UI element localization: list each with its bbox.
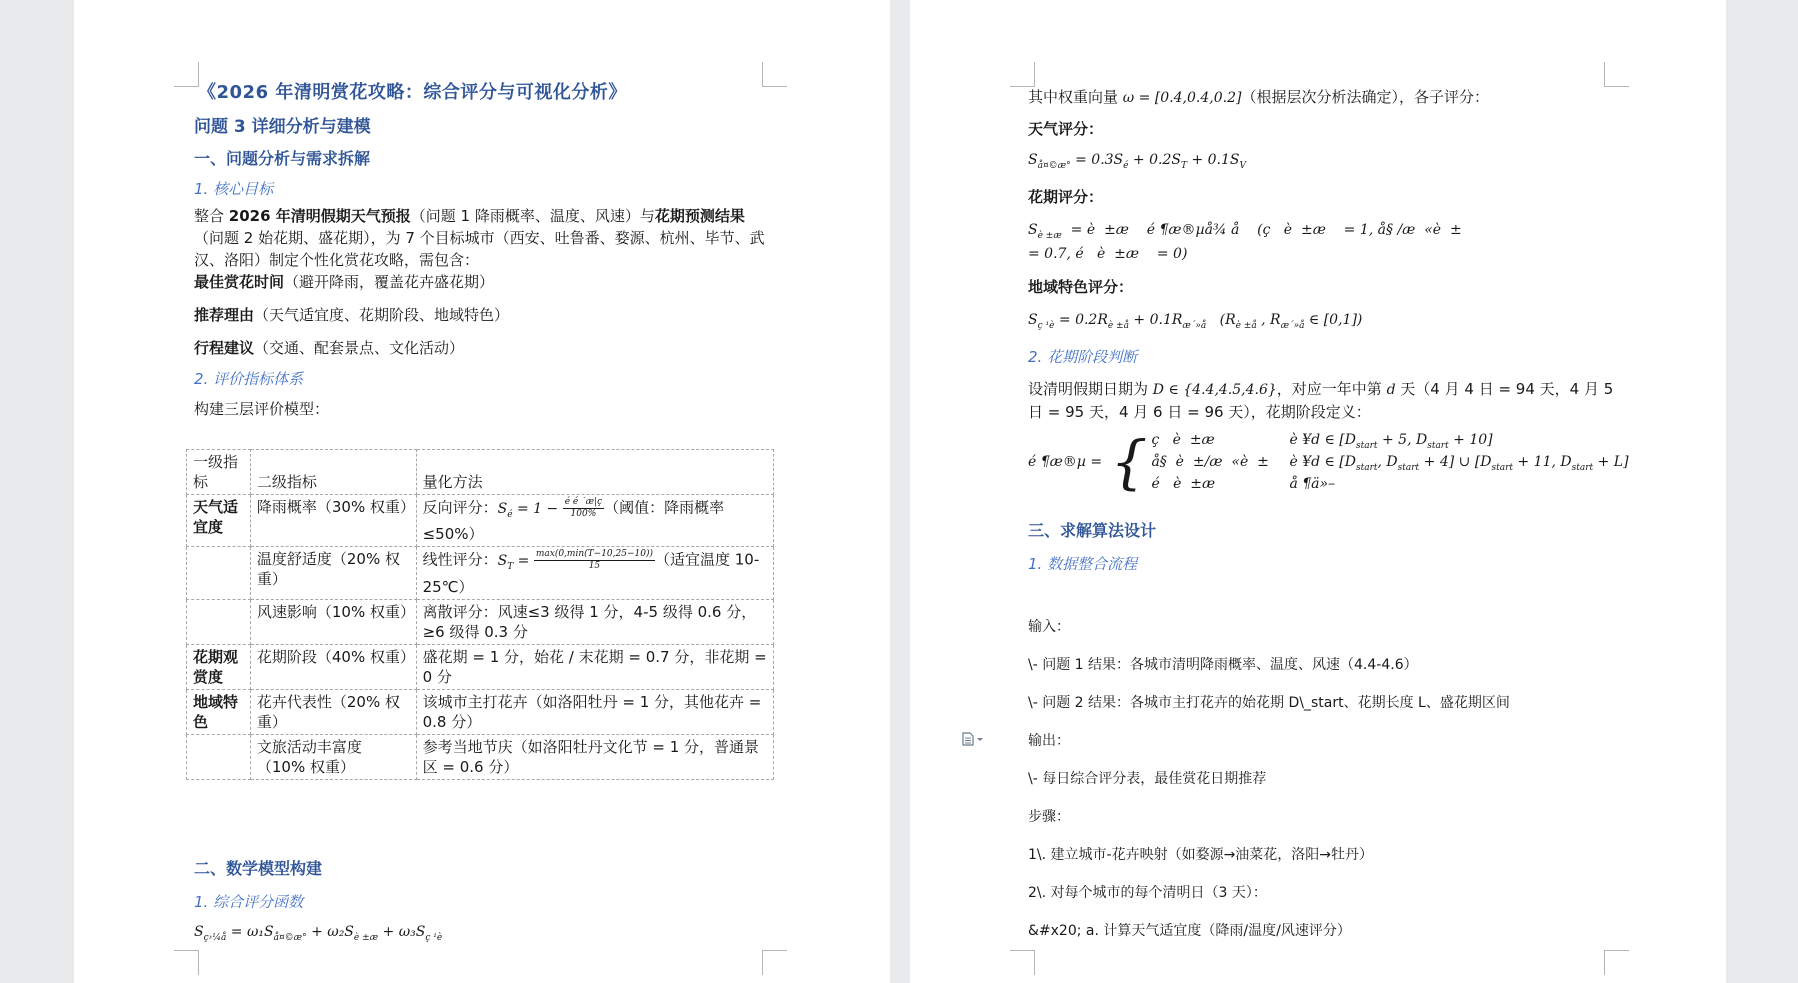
- table-cell: 温度舒适度（20% 权重）: [250, 547, 416, 599]
- left-brace: {: [1110, 427, 1148, 496]
- region-score-label: 地域特色评分：: [1028, 278, 1134, 296]
- document-title: 《2026 年清明赏花攻略：综合评分与可视化分析》: [198, 82, 627, 103]
- subheading-flower-stage: 2. 花期阶段判断: [1028, 348, 1138, 366]
- table-cell: 离散评分：风速≤3 级得 1 分，4-5 级得 0.6 分，≥6 级得 0.3 分: [416, 599, 773, 644]
- code-line: \- 问题 2 结果：各城市主打花卉的始花期 D\_start、花期长度 L、盛花期区间: [1028, 695, 1510, 711]
- margin-corner-mark: [1010, 950, 1035, 975]
- stage-definition-paragraph: 设清明假期日期为 D ∈ {4.4,4.5,4.6}，对应一年中第 d 天（4 月 4 日 = 94 天，4 月 5 日 = 95 天，4 月 6 日 = 96 天），花期阶段定义：: [1028, 380, 1614, 421]
- subheading-data-flow: 1. 数据整合流程: [1028, 555, 1138, 573]
- code-line: 1\. 建立城市-花卉映射（如婺源→油菜花，洛阳→牡丹）: [1028, 847, 1374, 863]
- goal-bullet-time: 最佳赏花时间（避开降雨，覆盖花卉盛花期）: [194, 273, 495, 291]
- table-cell: [187, 547, 251, 599]
- goal-paragraph: 整合 2026 年清明假期天气预报（问题 1 降雨概率、温度、风速）与花期预测结果（问题 2 始花期、盛花期），为 7 个目标城市（西安、吐鲁番、婺源、杭州、毕节、武汉、洛阳）制定个性化赏花攻略，需包含：: [194, 207, 765, 269]
- formula-stage-cases: é ¶æ®µ = { ç è ±æ è ¥d ∈ [$D_{start} + 5$, $D_{start} + 10$] å§ è ±/æ «è ± è ¥d ∈ [$D_{start}$, $D_{start} + 4$] ∪ [$D_{start} + 11$, $D_{start} + L$] é è ±æ å ¶ä»–: [1028, 427, 1629, 496]
- table-row: [187, 599, 774, 644]
- table-cell: [187, 734, 251, 779]
- table-header-row: [187, 450, 774, 495]
- table-cell: 参考当地节庆（如洛阳牡丹文化节 = 1 分，普通景区 = 0.6 分）: [416, 734, 773, 779]
- table-row: [187, 734, 774, 779]
- table-header-cell: 量化方法: [416, 450, 773, 495]
- goal-bullet-itinerary: 行程建议（交通、配套景点、文化活动）: [194, 339, 465, 357]
- margin-corner-mark: [174, 62, 199, 87]
- table-cell: 该城市主打花卉（如洛阳牡丹 = 1 分，其他花卉 = 0.8 分）: [416, 689, 773, 734]
- table-cell: 盛花期 = 1 分，始花 / 末花期 = 0.7 分，非花期 = 0 分: [416, 644, 773, 689]
- formula-flower-score-line2: = 0.7, é è ±æ = 0): [1028, 246, 1188, 262]
- section-heading-2: 二、数学模型构建: [194, 859, 323, 878]
- margin-corner-mark: [762, 62, 787, 87]
- paragraph-options-icon[interactable]: [962, 732, 984, 750]
- case-row: é è ±æ å ¶ä»–: [1151, 475, 1336, 492]
- problem-heading: 问题 3 详细分析与建模: [194, 117, 371, 137]
- weather-score-label: 天气评分：: [1028, 120, 1104, 138]
- code-line: 输入：: [1028, 619, 1070, 635]
- table-cell: 降雨概率（30% 权重）: [250, 495, 416, 547]
- margin-corner-mark: [762, 950, 787, 975]
- case-row: å§ è ±/æ «è ± è ¥d ∈ [$D_{start}$, $D_{start} + 4$] ∪ [$D_{start} + 11$, $D_{start} + L$]: [1151, 453, 1629, 473]
- table-cell: 反向评分：$S_é = 1$ − $\frac{\text{é é ˙æ|ç}}{100\%}$ （阈值：降雨概率≤50%）: [416, 495, 773, 547]
- case-row: ç è ±æ è ¥d ∈ [$D_{start} + 5$, $D_{start} + 10$]: [1151, 432, 1493, 451]
- code-line: &#x20; a. 计算天气适宜度（降雨/温度/风速评分）: [1028, 923, 1351, 939]
- code-line: 输出：: [1028, 733, 1070, 749]
- section-heading-1: 一、问题分析与需求拆解: [194, 149, 371, 168]
- code-line: 步骤：: [1028, 809, 1070, 825]
- document-page-left: [74, 0, 890, 983]
- code-line: \- 问题 1 结果：各城市清明降雨概率、温度、风速（4.4-4.6）: [1028, 657, 1418, 673]
- flower-score-label: 花期评分：: [1028, 188, 1104, 206]
- table-cell: 花卉代表性（20% 权重）: [250, 689, 416, 734]
- table-row: [187, 495, 774, 547]
- weights-line: 其中权重向量 ω = [0.4,0.4,0.2]（根据层次分析法确定），各子评分：: [1028, 88, 1489, 106]
- formula-region-score: $S_{ç ^1è} = 0.2R_{è \pm å} + 0.1R_{æ´»å}$ ($R_{è \pm å}$ , $R_{æ´»å}$ ∈ [0,1]): [1028, 312, 1363, 331]
- evaluation-table: [186, 449, 774, 780]
- table-row: [187, 547, 774, 599]
- table-cell: 风速影响（10% 权重）: [250, 599, 416, 644]
- subheading-score-function: 1. 综合评分函数: [194, 893, 304, 911]
- table-cell: 花期观赏度: [187, 644, 251, 689]
- formula-weather-score: $S_{å¤©æ^\circ} = 0.3S_é + 0.2S_T + 0.1S_V$: [1028, 152, 1246, 171]
- document-page-right: [910, 0, 1726, 983]
- table-cell: 线性评分：$S_T$ = max(0,min(T−10,25−10)) 15 （适宜温度 10-25℃）: [416, 547, 773, 599]
- table-cell: 文旅活动丰富度（10% 权重）: [250, 734, 416, 779]
- margin-corner-mark: [1604, 62, 1629, 87]
- table-row: [187, 689, 774, 734]
- table-cell: 花期阶段（40% 权重）: [250, 644, 416, 689]
- table-cell: [187, 599, 251, 644]
- formula-flower-score-line1: $S_{è \pm æ}$ = è ±æ é ¶æ®µå¾ å (ç è ±æ = 1, å§ /æ «è ±: [1028, 222, 1462, 241]
- margin-corner-mark: [174, 950, 199, 975]
- table-cell: 天气适宜度: [187, 495, 251, 547]
- model-intro: 构建三层评价模型：: [194, 400, 330, 418]
- table-header-cell: 一级指标: [187, 450, 251, 495]
- table-header-cell: 二级指标: [250, 450, 416, 495]
- margin-corner-mark: [1010, 62, 1035, 87]
- formula-total-score: $S_{ç›\frac{1}{4}å} = \omega_1S_{å¤©æ^\circ} + \omega_2S_{è \pm æ} + \omega_3S_{ç ^1è}$: [194, 924, 443, 943]
- code-line: \- 每日综合评分表，最佳赏花日期推荐: [1028, 771, 1267, 787]
- section-heading-3: 三、求解算法设计: [1028, 521, 1157, 540]
- code-line: 2\. 对每个城市的每个清明日（3 天）：: [1028, 885, 1267, 901]
- goal-bullet-reason: 推荐理由（天气适宜度、花期阶段、地域特色）: [194, 306, 510, 324]
- subheading-index-system: 2. 评价指标体系: [194, 370, 304, 388]
- margin-corner-mark: [1604, 950, 1629, 975]
- table-row: [187, 644, 774, 689]
- table-cell: 地域特色: [187, 689, 251, 734]
- subheading-core-goal: 1. 核心目标: [194, 180, 274, 198]
